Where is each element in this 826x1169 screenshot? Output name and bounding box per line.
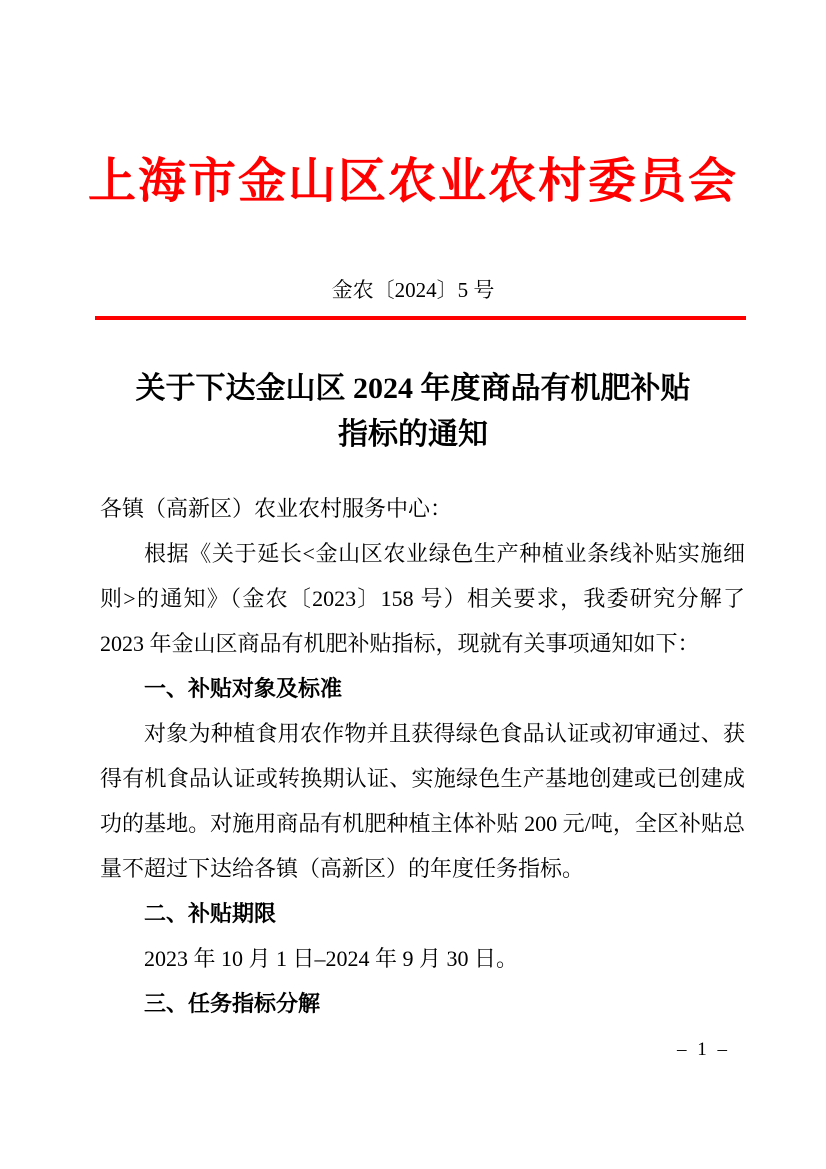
paragraph-subsidy-period: 2023 年 10 月 1 日–2024 年 9 月 30 日。 [144,946,519,971]
document-number: 金农〔2024〕5 号 [331,278,495,302]
section-heading-2: 二、补贴期限 [144,901,277,926]
salutation: 各镇（高新区）农业农村服务中心： [100,496,453,521]
section-heading-1: 一、补贴对象及标准 [144,676,343,701]
document-title-line-2: 指标的通知 [338,418,488,451]
agency-title: 上海市金山区农业农村委员会 [87,155,738,208]
document-title-line-1: 关于下达金山区 2024 年度商品有机肥补贴 [135,372,691,405]
document-title [0,366,826,458]
red-divider-line [95,316,746,320]
page-number: – 1 – [677,1039,730,1060]
paragraph-subsidy-standard: 对象为种植食用农作物并且获得绿色食品认证或初审通过、获得有机食品认证或转换期认证、实施绿色生产基地创建或已创建成功的基地。对施用商品有机肥种植主体补贴 200 元/吨，全区补贴总量不超过下达给各镇（高新区）的年度任务指标。 [100,721,745,881]
section-heading-3: 三、任务指标分解 [144,991,321,1016]
document-body [0,486,745,1026]
paragraph-basis: 根据《关于延长<金山区农业绿色生产种植业条线补贴实施细则>的通知》（金农〔2023〕158 号）相关要求，我委研究分解了 2023 年金山区商品有机肥补贴指标，现就有关事项通知如下： [100,541,745,656]
